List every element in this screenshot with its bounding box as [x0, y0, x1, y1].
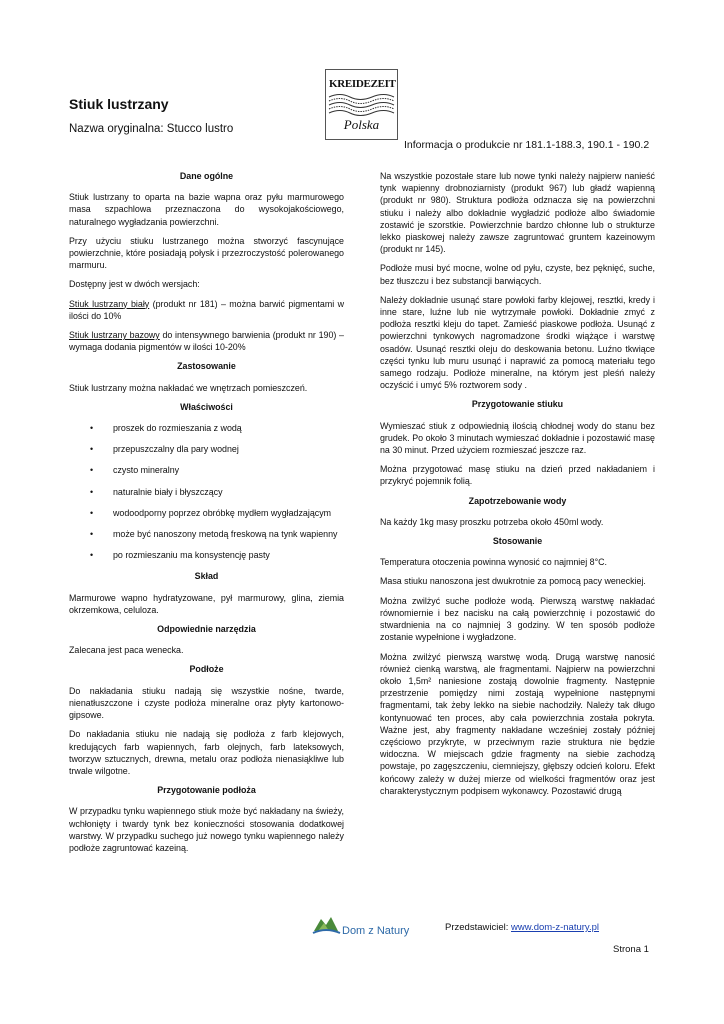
- original-name: Nazwa oryginalna: Stucco lustro: [69, 123, 234, 135]
- section-heading-properties: Właściwości: [180, 401, 233, 412]
- right-column: [380, 170, 655, 804]
- version-base-label: Stiuk lustrzany bazowy: [69, 330, 160, 341]
- section-heading-use: Stosowanie: [492, 536, 543, 547]
- paragraph: Do nakładania stiuku nadają się wszystkie nośne, twarde, nienatłuszczone i czyste podłoża mineralne oraz płyty kartonowo-gipsowe.: [69, 685, 344, 721]
- section-heading-substrate-preparation: Przygotowanie podłoża: [157, 785, 256, 796]
- version-base-text: do intensywnego barwienia (produkt nr 190) – wymaga dodania pigmentów w ilości 10-20%: [69, 330, 344, 353]
- list-item: • naturalnie biały i błyszczący: [90, 486, 223, 497]
- logo-text: Dom z Natury: [342, 925, 410, 937]
- bullet-icon: •: [90, 444, 94, 455]
- section-heading-tools: Odpowiednie narzędzia: [157, 624, 256, 635]
- paragraph: Do nakładania stiuku nie nadają się podłoża z farb klejowych, kredujących farb wapiennych, farb olejnych, farb lateksowych, tworzyw sztucznych, drewna, metalu oraz podłoża nienasiąkliwe lub trwale wilgotne.: [69, 729, 344, 776]
- paragraph: Dostępny jest w dwóch wersjach:: [69, 279, 200, 290]
- representative-label: Przedstawiciel:: [445, 922, 511, 933]
- paragraph: W przypadku tynku wapiennego stiuk może być nakładany na świeży, wchłonięty i twardy tynk bez konieczności stosowania dodatkowej warstwy. W przypadku suchego już nowego tynku wapiennego należy podłoże zagruntować kazeiną.: [69, 806, 344, 853]
- paragraph: Wymieszać stiuk z odpowiednią ilością chłodnej wody do stanu bez grudek. Po około 3 minutach wymieszać dokładnie i pozostawić masę na 30 minut. Przed użyciem rozmieszać jeszcze raz.: [380, 420, 655, 456]
- version-base: [69, 329, 344, 353]
- section-heading-composition: Skład: [194, 571, 219, 582]
- paragraph: Można zwilżyć pierwszą warstwę wodą. Drugą warstwę nanosić również cienką warstwą, ale fragmentami. Najpierw na powierzchni około 1,5m² naniesione zostają dowolnie fragmenty. Następnie przestrzenie pomiędzy nimi zostają wypełnione następnymi fragmentami, tak żeby lekko na siebie nachodziły. Należy tak długo kontynuować ten proces, aby cała powierzchnia została pokryta. Ważne jest, aby fragmenty nakładane wcześniej zostały później częściowo przykryte, w przeciwnym razie struktura nie będzie widoczna. W miejscach gdzie fragmenty na siebie zachodzą powstaje, po zagęszczeniu, ciemniejszy, głębszy odcień koloru. Efekt końcowy zależy w dużej mierze od wielkości fragmentów oraz jest charakterystycznym podpisem wykonawcy. Pozostawić drugą: [380, 651, 655, 796]
- paragraph: Stiuk lustrzany to oparta na bazie wapna oraz pyłu marmurowego masa szpachlowa przeznaczona do wysokojakościowego, naturalnego wygładzania powierzchni.: [69, 192, 344, 227]
- representative: [445, 922, 599, 933]
- paragraph: Stiuk lustrzany można nakładać we wnętrzach pomieszczeń.: [69, 382, 308, 393]
- section-heading-application: Zastosowanie: [177, 361, 236, 372]
- paragraph: Należy dokładnie usunąć stare powłoki farby klejowej, resztki, kredy i inne stare, luźne lub nie wytrzymałe powłoki. Dokładnie zmyć z podłoża resztki kleju do tapet. Zamieść piaskowe podłoża. Usunąć z powierzchni tynkowych nagromadzone środki wiążące i warstwę osadów. Usunąć resztki oleju do deskowania betonu. Luźno tkwiące części tynku lub muru usunąć i naprawić za pomocą materiału tego samego rodzaju. Podłoże mineralne, na którym jest pleśń należy oczyścić i umyć 5% roztworem sody .: [380, 294, 655, 391]
- bullet-icon: •: [90, 423, 94, 434]
- version-white-text: (produkt nr 181) – można barwić pigmentami w ilości do 10%: [69, 298, 344, 321]
- logo-region-text: Polska: [343, 117, 380, 132]
- logo-brand-text: KREIDEZEIT: [329, 78, 396, 90]
- product-info-line: Informacja o produkcie nr 181.1-188.3, 190.1 - 190.2: [404, 139, 650, 151]
- section-heading-stucco-preparation: Przygotowanie stiuku: [471, 399, 564, 410]
- list-item: • wodoodporny poprzez obróbkę mydłem wygładzającym: [90, 507, 332, 518]
- paragraph: Przy użyciu stiuku lustrzanego można stworzyć fascynujące powierzchnie, które posiadają połysk i przezroczystość polerowanego marmuru.: [69, 235, 344, 271]
- section-heading-water: Zapotrzebowanie wody: [468, 495, 567, 506]
- paragraph: Na wszystkie pozostałe stare lub nowe tynki należy najpierw nanieść tynk wapienny drobnoziarnisty (produkt 967) lub gładź wapienną (produkt nr 980). Struktura podłoża odznacza się na powierzchni stiuku i należy albo dokładnie wygładzić podłoże albo świadomie zostawić je szorstkie. Powierzchnie bardzo chłonne lub o strukturze lekko piaskowej należy zawsze zagruntować gruntem kazeinowym (produkt nr 145).: [380, 171, 655, 255]
- bullet-icon: •: [90, 507, 94, 518]
- left-column: [69, 170, 344, 861]
- bullet-icon: •: [90, 529, 94, 540]
- representative-link[interactable]: www.dom-z-natury.pl: [511, 922, 599, 933]
- version-white-label: Stiuk lustrzany biały: [69, 298, 150, 309]
- paragraph: Marmurowe wapno hydratyzowane, pył marmurowy, glina, ziemia okrzemkowa, celuloza.: [69, 592, 344, 615]
- paragraph: Podłoże musi być mocne, wolne od pyłu, czyste, bez pęknięć, suche, bez tłuszczu i bez substancji barwiących.: [380, 263, 655, 286]
- properties-list: [69, 422, 344, 561]
- bullet-icon: •: [90, 465, 94, 476]
- paragraph: Można zwilżyć suche podłoże wodą. Pierwszą warstwę nakładać równomiernie i bez nacisku na całą powierzchnię i pozostawić do stwardnienia na co najmniej 3 godziny. W ten sposób podłoże zostanie wypełnione i wygładzone.: [380, 595, 655, 643]
- dom-z-natury-logo: [312, 913, 416, 939]
- list-item: • może być nanoszony metodą freskową na tynk wapienny: [90, 529, 338, 540]
- paragraph: Masa stiuku nanoszona jest dwukrotnie za pomocą pacy weneckiej.: [380, 576, 646, 587]
- list-item: • czysto mineralny: [90, 465, 180, 476]
- paragraph: Temperatura otoczenia powinna wynosić co najmniej 8°C.: [380, 557, 608, 568]
- list-item: • proszek do rozmieszania z wodą: [90, 423, 242, 434]
- section-heading-general: Dane ogólne: [179, 171, 234, 181]
- page-number: Strona 1: [613, 944, 649, 955]
- logo-waves-graphic: [328, 92, 395, 116]
- list-item: • przepuszczalny dla pary wodnej: [90, 444, 239, 455]
- bullet-icon: •: [90, 550, 94, 561]
- list-item: • po rozmieszaniu ma konsystencję pasty: [90, 550, 270, 561]
- version-white: [69, 298, 344, 322]
- paragraph: Zalecana jest paca wenecka.: [69, 645, 184, 656]
- paragraph: Na każdy 1kg masy proszku potrzeba około 450ml wody.: [380, 516, 604, 527]
- kreidezeit-logo: [325, 69, 398, 140]
- bullet-icon: •: [90, 486, 94, 497]
- page-title: Stiuk lustrzany: [69, 96, 169, 112]
- section-heading-substrate: Podłoże: [189, 664, 224, 675]
- paragraph: Można przygotować masę stiuku na dzień przed nakładaniem i przykryć pojemnik folią.: [380, 464, 655, 487]
